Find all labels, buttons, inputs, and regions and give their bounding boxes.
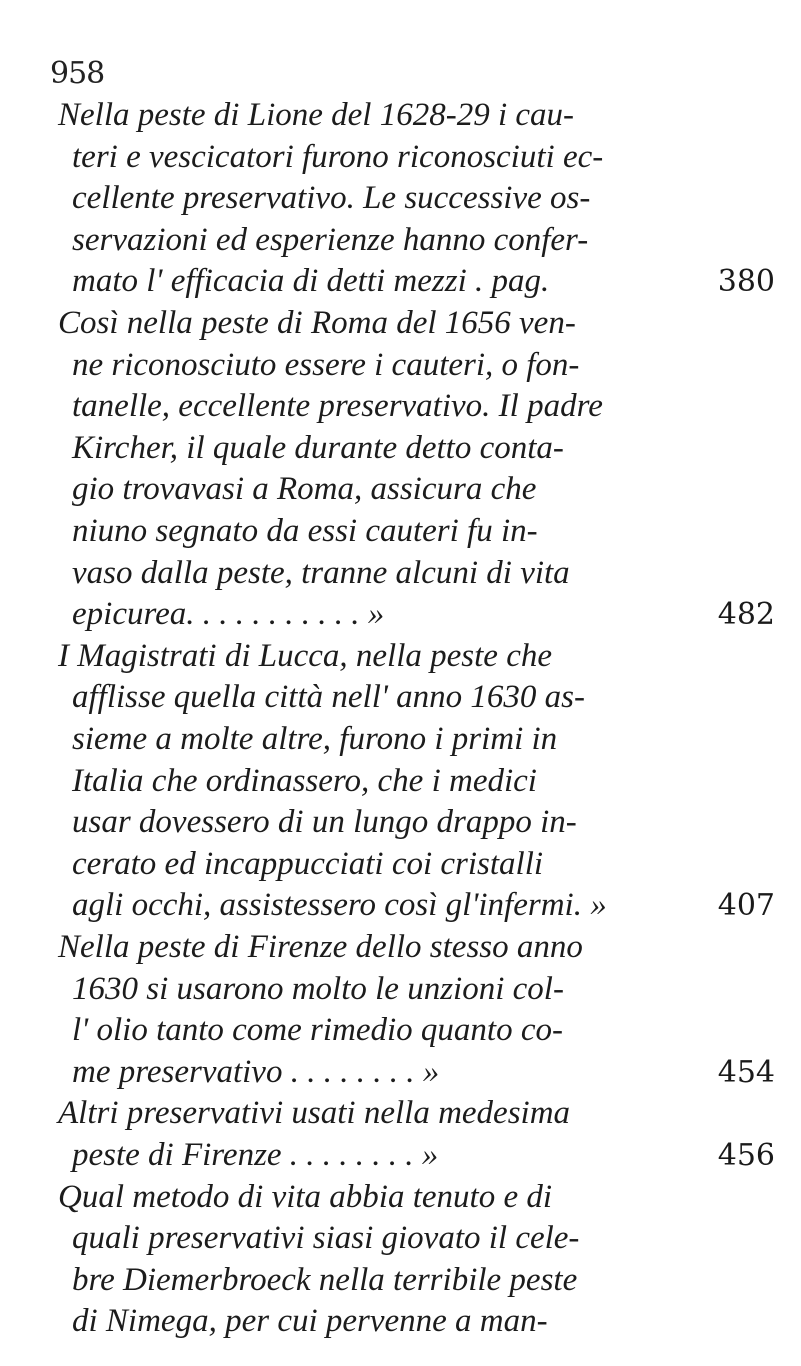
entry-line: Qual metodo di vita abbia tenuto e di [58,1178,553,1215]
entry-line: cellente preservativo. Le successive os- [72,180,591,217]
entry-line: epicurea. . . . . . . . . . . » [72,596,385,633]
entry-line: mato l' efficacia di detti mezzi . pag. [72,263,550,300]
entry-line: Kircher, il quale durante detto conta- [72,429,564,466]
entry-line: bre Diemerbroeck nella terribile peste [72,1261,578,1298]
entry-line: peste di Firenze . . . . . . . . » [72,1137,439,1173]
entry-line: 1630 si usarono molto le unzioni col- [72,970,564,1007]
entry-line: vaso dalla peste, tranne alcuni di vita [72,554,570,591]
entry-line: cerato ed incappucciati coi cristalli [72,845,544,882]
page-reference: 456 [717,1138,775,1173]
page-reference: 380 [717,264,775,300]
entry-line: niuno segnato da essi cauteri fu in- [72,513,538,549]
entry-line: Nella peste di Lione del 1628-29 i cau- [58,97,574,133]
entry-line: ne riconosciuto essere i cauteri, o fon- [72,346,580,383]
entry-line: servazioni ed esperienze hanno confer- [72,221,589,258]
entry-line: afflisse quella città nell' anno 1630 as- [72,679,586,716]
page-reference: 482 [717,597,775,633]
entry-line: Così nella peste di Roma del 1656 ven- [58,305,576,341]
entry-line: gio trovavasi a Roma, assicura che [72,471,537,508]
entry-line: I Magistrati di Lucca, nella peste che [58,637,552,674]
entry-line: l' olio tanto come rimedio quanto co- [72,1012,563,1049]
page-reference: 407 [717,888,775,924]
entry-line: quali preservativi siasi giovato il cele- [72,1220,580,1257]
entry-line: Italia che ordinassero, che i medici [72,762,537,799]
entry-line: teri e vescicatori furono riconosciuti ec- [72,138,604,175]
entry-line: usar dovessero di un lungo drappo in- [72,804,577,841]
page-reference: 454 [717,1054,775,1090]
entry-line: me preservativo . . . . . . . . » [72,1053,440,1090]
entry-line: Altri preservativi usati nella medesima [58,1095,571,1132]
entry-line: sieme a molte altre, furono i primi in [72,721,558,757]
entry-line: Nella peste di Firenze dello stesso anno [58,929,583,965]
entry-line: di Nimega, per cui pervenne a man- [72,1303,548,1340]
entry-line: tanelle, eccellente preservativo. Il padre [72,388,603,425]
page-number: 958 [50,56,105,91]
entry-line: agli occhi, assistessero così gl'infermi. » [72,887,607,924]
